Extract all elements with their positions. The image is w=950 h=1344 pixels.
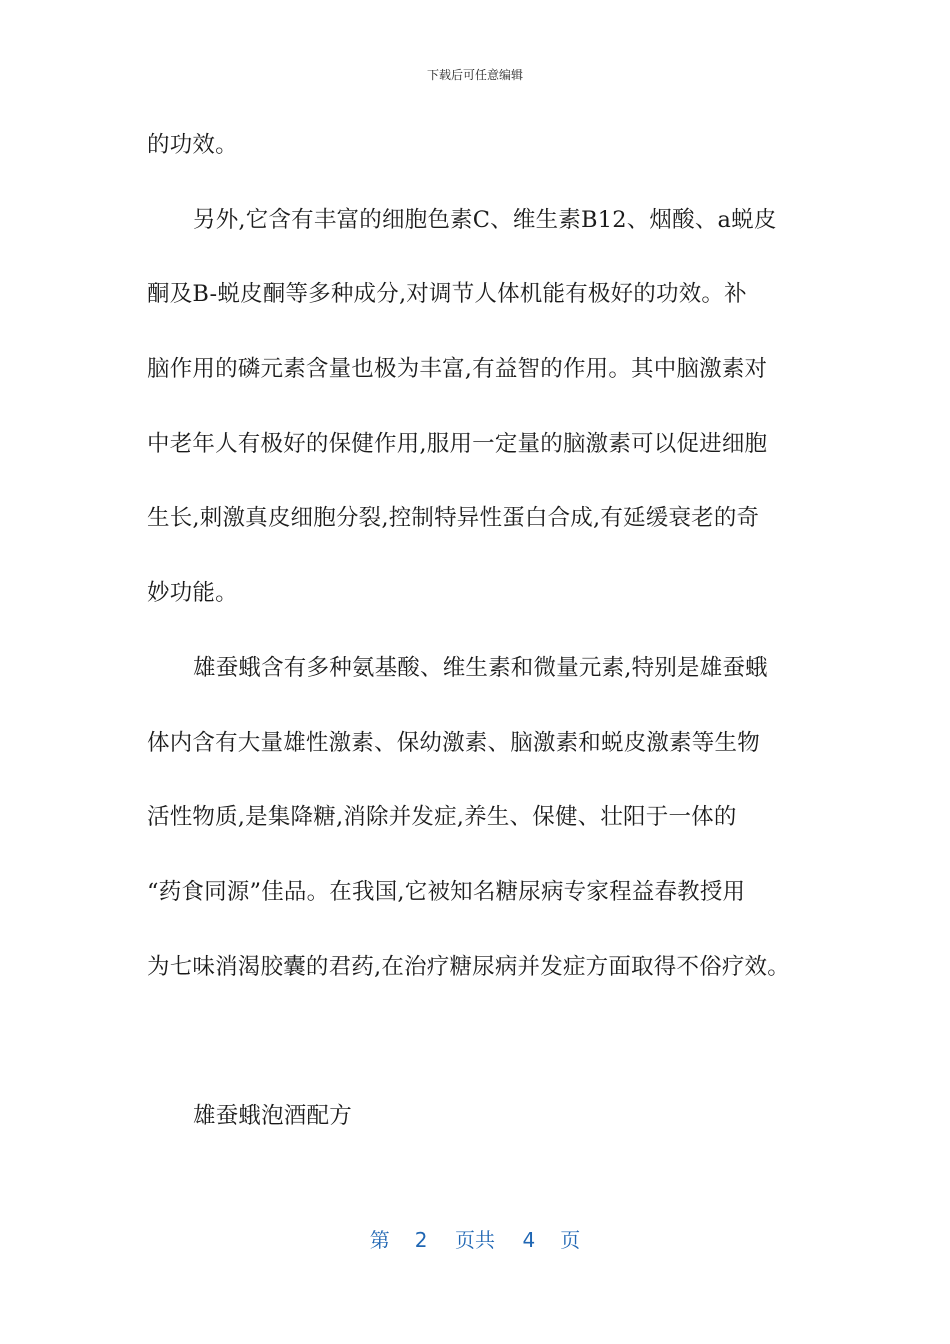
paragraph-line: 生长,刺激真皮细胞分裂,控制特异性蛋白合成,有延缓衰老的奇 bbox=[147, 505, 760, 532]
paragraph-line: “药食同源”佳品。在我国,它被知名糖尿病专家程益春教授用 bbox=[147, 878, 746, 905]
footer-mid: 页共 bbox=[455, 1228, 495, 1252]
footer-suffix: 页 bbox=[560, 1228, 581, 1252]
paragraph-line: 中老年人有极好的保健作用,服用一定量的脑激素可以促进细胞 bbox=[147, 430, 768, 457]
page-header: 下载后可任意编辑 bbox=[426, 68, 523, 82]
blank-line bbox=[147, 1018, 827, 1093]
total-page-number: 4 bbox=[522, 1228, 536, 1252]
paragraph-line: 活性物质,是集降糖,消除并发症,养生、保健、壮阳于一体的 bbox=[147, 804, 737, 831]
paragraph-line: 雄蚕蛾含有多种氨基酸、维生素和微量元素,特别是雄蚕蛾 bbox=[193, 654, 768, 681]
page-footer bbox=[0, 1224, 950, 1253]
paragraph-line: 脑作用的磷元素含量也极为丰富,有益智的作用。其中脑激素对 bbox=[147, 356, 768, 383]
document-body bbox=[147, 122, 827, 1168]
paragraph-line: 另外,它含有丰富的细胞色素C、维生素B12、烟酸、a蜕皮 bbox=[193, 206, 777, 233]
paragraph-line: 为七味消渴胶囊的君药,在治疗糖尿病并发症方面取得不俗疗效。 bbox=[147, 953, 790, 980]
paragraph-line: 体内含有大量雄性激素、保幼激素、脑激素和蜕皮激素等生物 bbox=[147, 729, 760, 756]
paragraph-line: 的功效。 bbox=[147, 132, 238, 158]
paragraph-line: 妙功能。 bbox=[147, 580, 238, 607]
section-heading: 雄蚕蛾泡酒配方 bbox=[193, 1102, 352, 1129]
paragraph-line: 酮及B-蜕皮酮等多种成分,对调节人体机能有极好的功效。补 bbox=[147, 281, 747, 308]
current-page-number: 2 bbox=[414, 1228, 428, 1252]
footer-prefix: 第 bbox=[369, 1228, 390, 1252]
